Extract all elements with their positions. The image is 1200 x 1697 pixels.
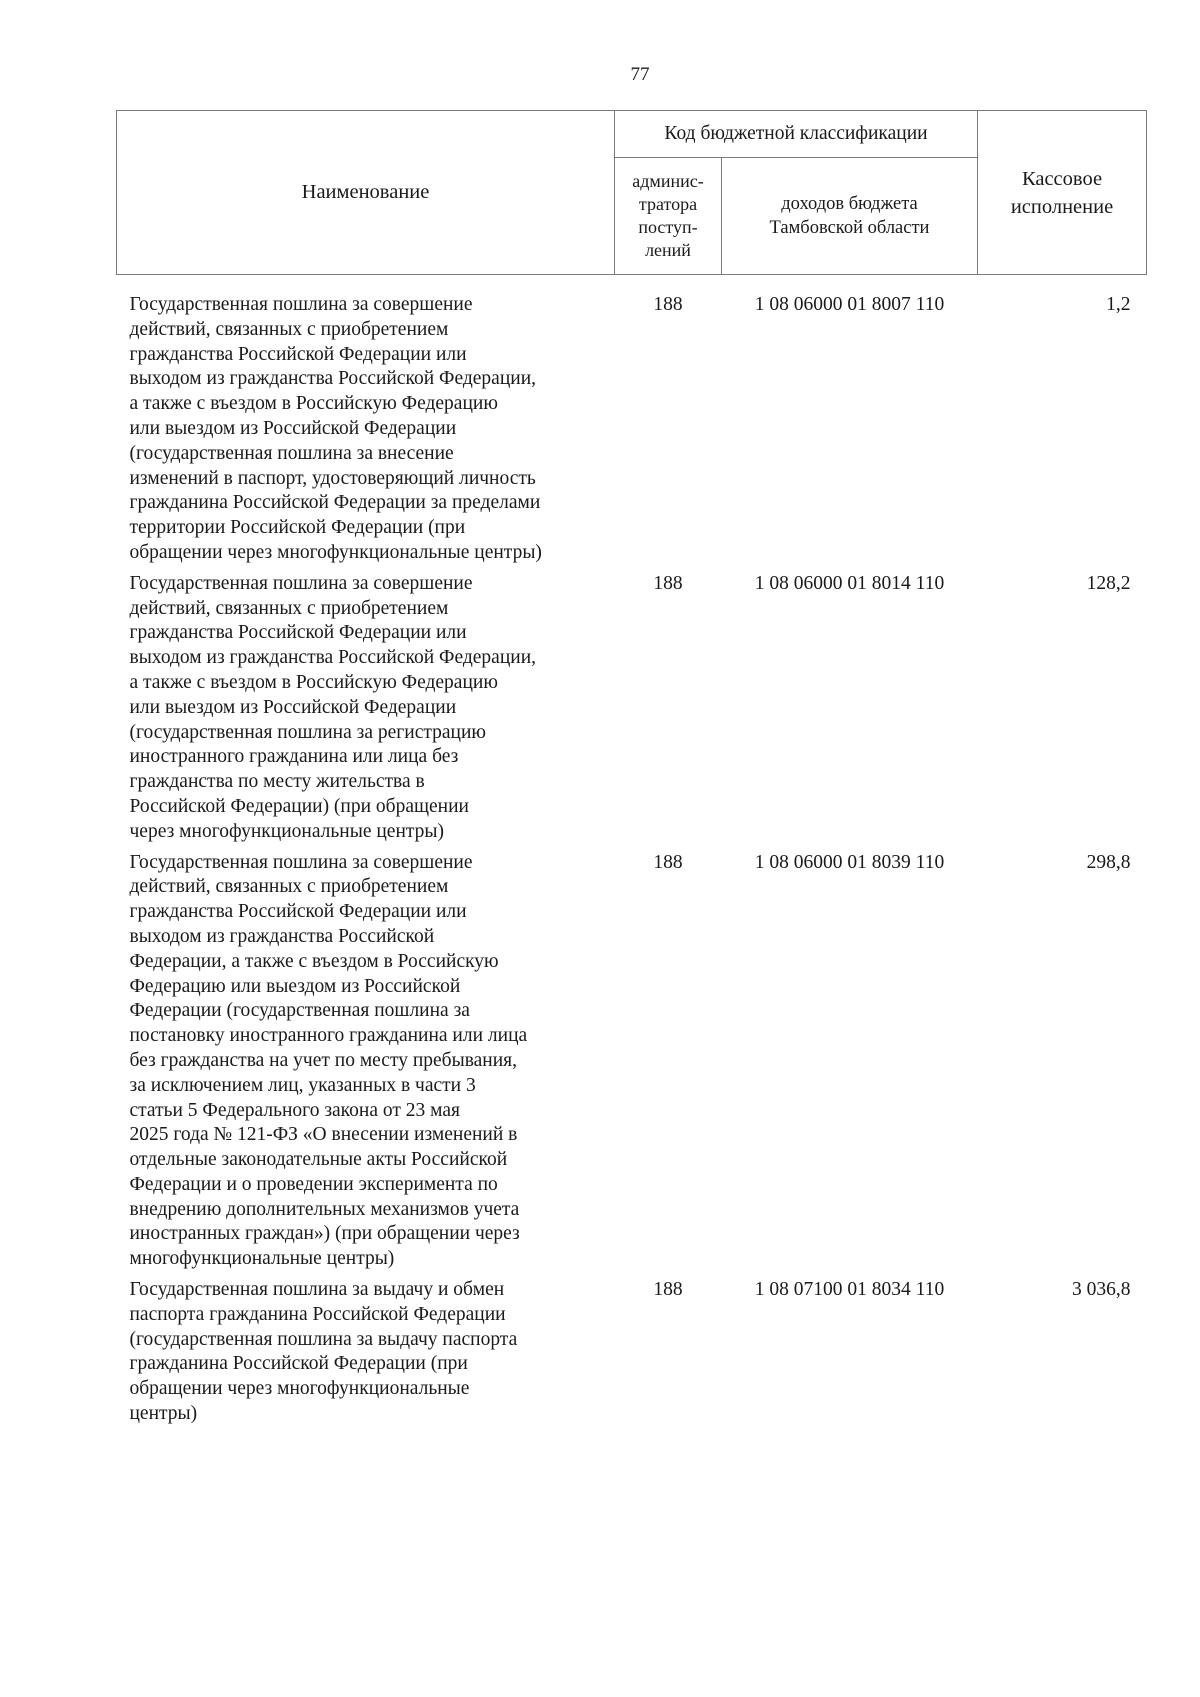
row-revenue-code: 1 08 06000 01 8039 110 [754, 851, 945, 873]
row-cash-execution: 128,2 [1086, 572, 1131, 594]
row-name-line: Государственная пошлина за совершение [129, 572, 473, 594]
row-name-line: постановку иностранного гражданина или лица [129, 1025, 528, 1047]
row-name-line: Государственная пошлина за совершение [129, 294, 473, 315]
row-name-line: гражданства по месту жительства в [129, 771, 425, 793]
row-name-line: Федерации и о проведении эксперимента по [129, 1173, 498, 1195]
row-name-line: выходом из гражданства Российской Федерации, [129, 647, 537, 669]
row-name-line: территории Российской Федерации (при [129, 517, 466, 539]
row-name-line: Российской Федерации) (при обращении [129, 795, 469, 817]
row-name-line: гражданства Российской Федерации или [129, 901, 467, 923]
header-exec-line: исполнение [1010, 195, 1114, 218]
row-cash-execution: 3 036,8 [1072, 1279, 1131, 1301]
row-name-line: обращении через многофункциональные центры) [129, 541, 542, 563]
row-name-line: паспорта гражданина Российской Федерации [129, 1303, 506, 1325]
row-name-line: выходом из гражданства Российской [129, 925, 435, 947]
row-revenue-code: 1 08 07100 01 8034 110 [754, 1279, 945, 1301]
table-row [117, 566, 1147, 845]
row-admin-code: 188 [653, 572, 683, 594]
header-admin-line: поступ- [638, 217, 698, 237]
row-name-line: Федерации, а также с въездом в Российскую [129, 950, 499, 972]
row-name-line: внедрению дополнительных механизмов учета [129, 1198, 520, 1220]
row-name-line: Федерацию или выездом из Российской [129, 975, 461, 997]
table-body [117, 275, 1147, 1427]
row-name-line: гражданина Российской Федерации за пределами [129, 492, 541, 514]
row-name-line: без гражданства на учет по месту пребывания, [129, 1049, 518, 1071]
row-name-line: через многофункциональные центры) [129, 820, 444, 842]
row-name-line: действий, связанных с приобретением [129, 318, 449, 340]
row-name [117, 1272, 615, 1427]
row-name [117, 845, 615, 1273]
row-name-line: отдельные законодательные акты Российской [129, 1149, 508, 1171]
header-revenue-code [722, 158, 978, 275]
row-name-line: (государственная пошлина за выдачу паспорта [129, 1328, 518, 1350]
header-admin-line: лений [645, 240, 691, 260]
row-name-line: (государственная пошлина за внесение [129, 442, 454, 464]
row-name [117, 275, 615, 566]
row-name-line: иностранных граждан») (при обращении через [129, 1223, 520, 1245]
row-name-line: гражданства Российской Федерации или [129, 622, 467, 644]
header-admin-line: тратора [638, 194, 698, 214]
row-name-line: а также с въездом в Российскую Федерацию [129, 393, 498, 415]
row-cash-execution: 1,2 [1106, 294, 1131, 315]
row-name-line: многофункциональные центры) [129, 1248, 395, 1270]
row-name-line: а также с въездом в Российскую Федерацию [129, 671, 498, 693]
row-name-line: или выездом из Российской Федерации [129, 417, 457, 439]
budget-revenue-table [116, 110, 1147, 1427]
page-number-text: 77 [630, 64, 650, 85]
row-name-line: гражданства Российской Федерации или [129, 343, 467, 365]
row-name-line: выходом из гражданства Российской Федерации, [129, 368, 537, 390]
row-name-line: Государственная пошлина за совершение [129, 851, 473, 873]
row-admin-code: 188 [653, 1279, 683, 1301]
row-name-line: Федерации (государственная пошлина за [129, 1000, 470, 1022]
row-admin-code: 188 [653, 851, 683, 873]
row-name-line: действий, связанных с приобретением [129, 876, 449, 898]
table-header [117, 111, 1147, 275]
row-name-line: изменений в паспорт, удостоверяющий личность [129, 467, 536, 489]
row-revenue-code: 1 08 06000 01 8014 110 [754, 572, 945, 594]
row-name-line: гражданина Российской Федерации (при [129, 1353, 468, 1375]
table-row [117, 275, 1147, 566]
row-name-line: обращении через многофункциональные [129, 1378, 470, 1400]
row-cash-execution: 298,8 [1086, 851, 1131, 873]
header-administrator [615, 158, 722, 275]
table-row [117, 845, 1147, 1273]
header-admin-line: админис- [632, 171, 704, 191]
row-name-line: за исключением лиц, указанных в части 3 [129, 1074, 476, 1096]
row-name [117, 566, 615, 845]
row-revenue-code: 1 08 06000 01 8007 110 [754, 294, 945, 315]
header-code-line: доходов бюджета [781, 194, 918, 214]
row-name-line: действий, связанных с приобретением [129, 597, 449, 619]
table-row [117, 1272, 1147, 1427]
row-name-line: центры) [129, 1403, 198, 1425]
row-name-line: или выездом из Российской Федерации [129, 696, 457, 718]
header-exec-line: Кассовое [1021, 167, 1103, 190]
row-admin-code: 188 [653, 294, 683, 315]
header-cash-execution [978, 111, 1147, 275]
row-name-line: статьи 5 Федерального закона от 23 мая [129, 1099, 460, 1121]
row-name-line: (государственная пошлина за регистрацию [129, 721, 486, 743]
row-name-line: иностранного гражданина или лица без [129, 746, 459, 768]
row-name-line: Государственная пошлина за выдачу и обмен [129, 1279, 505, 1301]
header-classification-code: Код бюджетной классификации [615, 111, 978, 158]
header-name: Наименование [117, 111, 615, 275]
row-name-line: 2025 года № 121-ФЗ «О внесении изменений в [129, 1124, 518, 1146]
header-code-line: Тамбовской области [769, 218, 930, 238]
